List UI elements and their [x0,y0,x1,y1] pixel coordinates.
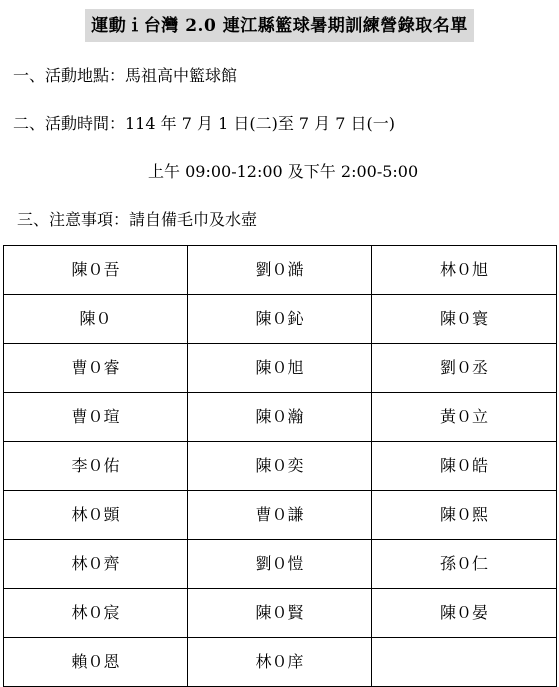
table-row [4,246,557,295]
location-line: 一、活動地點：馬祖高中籃球館 [13,66,238,85]
name-cell: 陳０寰 [372,295,557,344]
table-row [4,344,557,393]
name-cell: 曹０瑄 [4,393,188,442]
name-cell: 陳０吾 [4,246,188,295]
name-cell: 陳０賢 [188,589,372,638]
name-cell: 林０宸 [4,589,188,638]
name-cell: 林０顗 [4,491,188,540]
table-row [4,442,557,491]
name-cell: 林０庠 [188,638,372,687]
name-cell: 林０旭 [372,246,557,295]
name-cell: 黃０立 [372,393,557,442]
name-cell: 陳０旭 [188,344,372,393]
name-cell: 李０佑 [4,442,188,491]
table-row [4,295,557,344]
name-cell: 陳０鈊 [188,295,372,344]
table-row [4,638,557,687]
notes-line: 三、注意事項：請自備毛巾及水壺 [17,210,258,229]
name-cell: 陳０熙 [372,491,557,540]
name-cell: 賴０恩 [4,638,188,687]
name-cell: 陳０瀚 [188,393,372,442]
name-cell: 曹０睿 [4,344,188,393]
document-title: 運動ｉ台灣 2.0 連江縣籃球暑期訓練營錄取名單 [85,9,473,42]
table-row [4,491,557,540]
name-cell: 陳０皓 [372,442,557,491]
time-line: 二、活動時間：114 年 7 月 1 日(二)至 7 月 7 日(一) [13,114,396,133]
table-row [4,393,557,442]
title-container [0,9,559,42]
table-row [4,540,557,589]
empty-cell [372,638,557,687]
name-cell: 劉０愷 [188,540,372,589]
name-cell: 劉０丞 [372,344,557,393]
name-cell: 陳０晏 [372,589,557,638]
hours-line: 上午 09:00-12:00 及下午 2:00-5:00 [148,162,419,181]
name-cell: 林０齊 [4,540,188,589]
name-cell: 劉０澔 [188,246,372,295]
name-cell: 孫０仁 [372,540,557,589]
table-row [4,589,557,638]
roster-table [3,245,557,687]
name-cell: 陳０奕 [188,442,372,491]
name-cell: 曹０謙 [188,491,372,540]
name-cell: 陳０ [4,295,188,344]
